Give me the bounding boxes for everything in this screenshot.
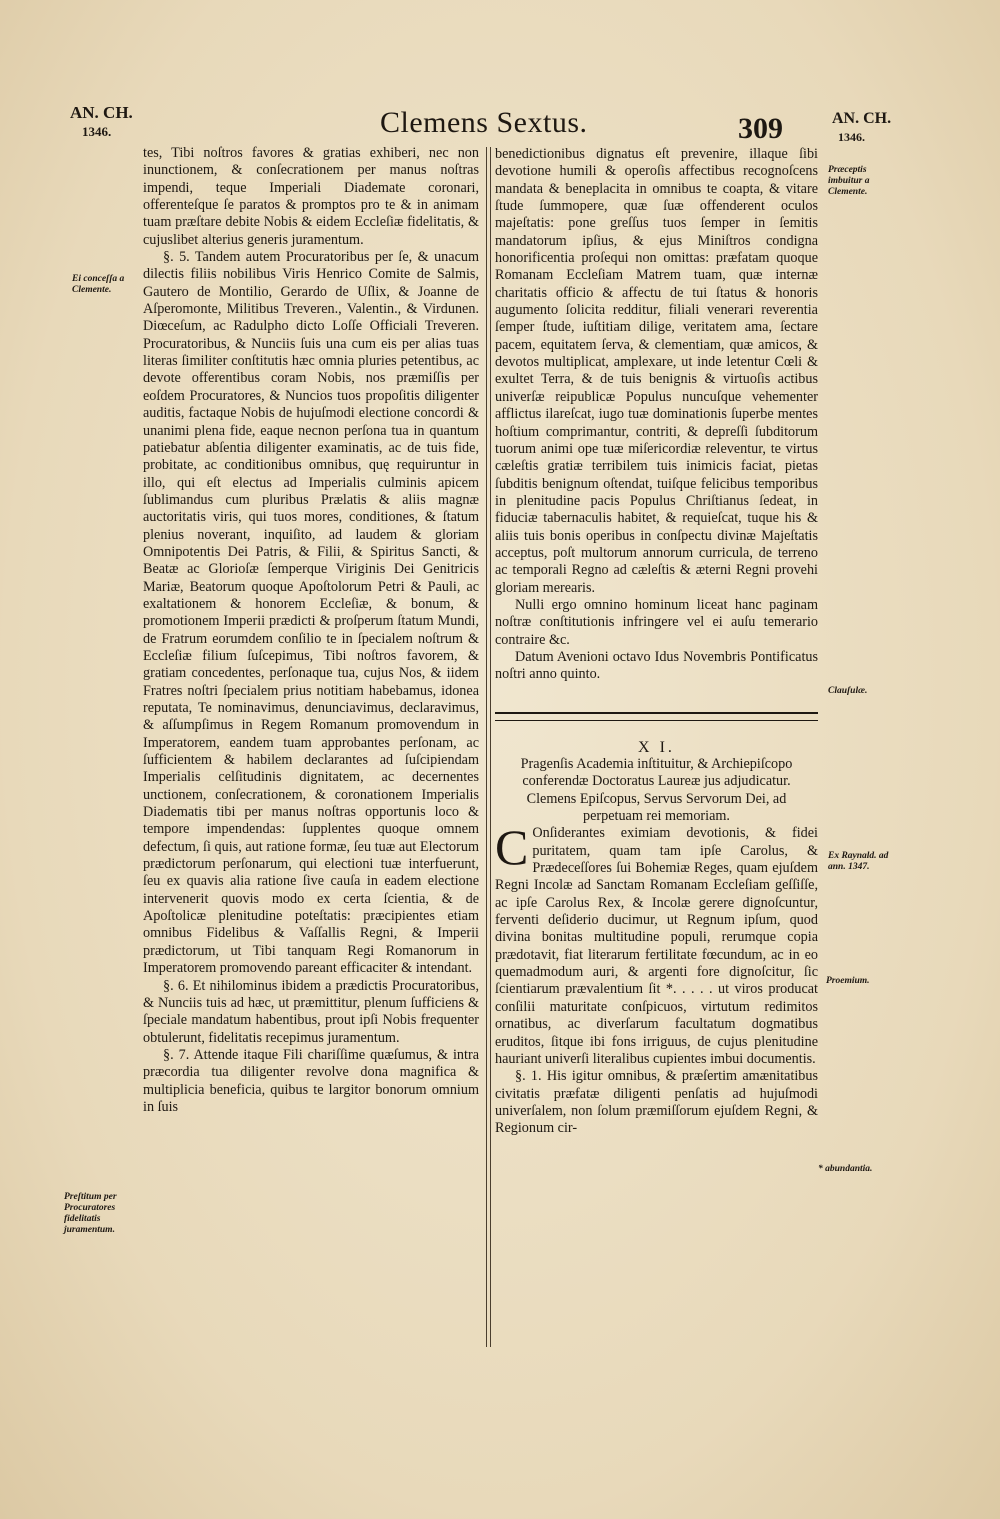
year-header-right xyxy=(832,110,891,146)
paragraph-section-7: §. 7. Attende itaque Fili chariſſime quæſumus, & intra præcordia tua diligenter revolve dona magnifica & multiplicia beneficia, quibus te largitor bonorum omnium in ſuis xyxy=(143,1046,479,1115)
year-header-left xyxy=(70,103,133,141)
anno-christi-label-right: AN. CH. xyxy=(832,110,892,127)
column-divider xyxy=(486,147,487,1347)
margin-note: * abundantia. xyxy=(818,1164,873,1174)
year-label-left: 1346. xyxy=(82,124,112,139)
margin-note: Præceptis imbuitur a Clemente. xyxy=(828,165,870,197)
arenga-block xyxy=(495,819,818,1068)
dating-paragraph: Datum Avenioni octavo Idus Novembris Pontificatus noſtri anno quinto. xyxy=(495,648,818,683)
margin-note: Ei conceſſa a Clemente. xyxy=(72,274,125,295)
right-column xyxy=(495,146,818,1138)
page-number: 309 xyxy=(738,112,783,145)
intitulatio: Clemens Epiſcopus, Servus Servorum Dei, ad perpetuam rei memoriam. xyxy=(526,790,787,825)
section-divider xyxy=(495,712,818,721)
section-number: X I. xyxy=(638,738,675,756)
paragraph: benedictionibus dignatus eſt prevenire, illaque ſibi devotione humili & operoſis affectibus recognoſcens mandata & beneplacita in omnibus te coapta, & vitare ſtude ſummopere, quæ ſuæ offenderent oculos majeſtatis: pone greſſus tuos ſemper in ſemitis mandatorum ipſius, & ejus Miniſtros condigna honorificentia proſequi non omittas: præfatam quoque Romanam Eccleſiam Matrem tuam, quæ internæ charitatis officio & affectu de tui ſtatus & honoris augumento ſolicita redditur, filiali venerari reverentia ſemper ſtude, iuſtitiam dilige, veritatem ama, ſectare pacem, equitatem ſerva, & clementiam, quæ amicos, & devotos multiplicat, amplexare, ut inde letentur Cœli & exultet Terra, & de tuis benignis & virtuoſis actibus univerſæ reipublicæ Populus nuncuſque vehementer afflictus ilareſcat, iugo tuæ dominationis ſuperbe mentes hoſtium comprimantur, contriti, & depreſſi ſubditorum tuorum animi ope tuæ miſericordiæ releventur, te virtus cæleſtis gratiæ terribilem tuis inimicis faciat, pietas ſubditis benignum oſtendat, tuiſque felicibus temporibus in plenitudine pacis Populus Chriſtianus ſedeat, in fiduciæ tabernaculis habitet, & requieſcat, tuque his & aliis tuis bonis operibus in conſpectu divinæ Majeſtatis acceptus, poſt multorum annorum curricula, de terreno ac temporali Regno ad cæleſtis & æterni Regni provehi gloriam merearis. xyxy=(495,146,818,596)
margin-note: Proemium. xyxy=(826,976,870,986)
running-title: Clemens Sextus. xyxy=(380,106,588,139)
margin-note: Clauſulæ. xyxy=(828,686,868,696)
anno-christi-label-left: AN. CH. xyxy=(70,103,133,122)
left-column xyxy=(143,145,479,1116)
column-divider xyxy=(490,147,491,1347)
clause-paragraph: Nulli ergo omnino hominum liceat hanc paginam noſtræ conſtitutionis infringere vel ei auſu temerario contraire &c. xyxy=(495,596,818,648)
arenga-paragraph: Onſiderantes eximiam devotionis, & fidei puritatem, quam tam ipſe Carolus, & Prædeceſſores ſui Bohemiæ Reges, quam ejuſdem Regni Incolæ ad Sanctam Romanam Eccleſiam geſſiſſe, ac ipſe Carolus Rex, & Incolæ gerere dignoſcuntur, ferventi deſiderio ducimur, ut Regnum ipſum, quod divina bonitas multitudine populi, rerumque copia prædotavit, fiat literarum fertilitate fœcundum, ac in eo quemadmodum auri, & argenti fore dignoſcitur, ſic ſcientiarum prævalentium ſit *. . . . . ut viros producat conſilii maturitate conſpicuos, virtutum redimitos ornatibus, ac diverſarum facultatum dogmatibus eruditos, ſitque ibi fons irriguus, de cujus plenitudine hauriant univerſi literalibus cupientes imbui documentis. xyxy=(495,825,818,1067)
paragraph-section-1: §. 1. His igitur omnibus, & præſertim amænitatibus civitatis præfatæ diligenti penſatis ad hujuſmodi univerſalem, non ſolum præmiſſorum ejuſdem Regni, & Regionum cir- xyxy=(495,1068,818,1137)
year-label-right: 1346. xyxy=(838,130,865,144)
paragraph-section-5: §. 5. Tandem autem Procuratoribus per ſe, & unacum dilectis filiis nobilibus Viris Henrico Comite de Salmis, Gautero de Montilio, Gerardo de Uſlix, & Joanne de Aſperomonte, Militibus Treveren., Valentin., & Virdunen. Diœceſum, ac Radulpho dicto Loſſe Officiali Treveren. Procuratoribus, & Nunciis ſuis una cum eis per alias tuas literas ſimiliter conſtitutis hæc omnia pluries petentibus, ac devote offerentibus coram Nobis, nos præmiſſis per eoſdem Procuratores, & Nuncios tuos propoſitis diligenter auditis, factaque Nobis de hujuſmodi electione concordi & unanimi plena fide, eaque necnon perſona tua in quantum patiebatur abſentia diligenter examinatis, ac de tuis fide, probitate, ac conditionibus omnibus, quę requiruntur in illo, qui eſt electus ad Imperialis culminis apicem ſublimandus cum pluribus Prælatis & aliis magnæ auctoritatis viris, qui tuos mores, conditiones, & ſtatum plenius noverant, inquiſito, ad laudem & gloriam Omnipotentis Dei Patris, & Filii, & Spiritus Sancti, & Beatæ ac Glorioſæ ſemperque Viriginis Dei Genitricis Mariæ, Beatorum quoque Apoſtolorum Petri & Pauli, ac exaltationem & honorem Eccleſiæ, & bonum, & promotionem Imperii prædicti & proſperum ſtatum Mundi, de Fratrum eorumdem conſilio te in ſpecialem noſtrum & Eccleſiæ filium ſuſcepimus, Tibi noſtros favorem, & gratiam concedentes, perſonaque tua, cujus Nos, & iidem Fratres noſtri ſpecialem prius notitiam habebamus, idonea reputata, Te nominavimus, denunciavimus, declaravimus, & aſſumpſimus in Regem Romanum promovendum in Imperatorem, eandem tuam approbantes perſonam, ac ſufficientem & habilem declarantes ad ſuſcipiendam Imperialis celſitudinis dignitatem, ac decernentes unctionem, conſecrationem, & coronationem Imperialis Diadematis tibi per manus noſtras opportunis loco & tempore impendendas: ſupplentes quoque omnem defectum, ſi quis, aut ratione formæ, ſeu tuæ aut Electorum prædictorum perſonarum, qui electioni tuæ interfuerunt, ſeu ex quavis alia ratione ſive cauſa in eadem electione intervenerit quovis modo ex certa ſcientia, & de Apoſtolicæ plenitudine poteſtatis: præcipientes etiam omnibus Fidelibus & Vaſſallis Regni, & Imperii prædictorum, ut Tibi tanquam Regi Romanorum in Imperatorem promovendo pareant efficaciter & intendant. xyxy=(143,249,479,977)
paragraph: tes, Tibi noſtros favores & gratias exhiberi, nec non inunctionem, & conſecrationem per manus noſtras impendi, teque Imperiali Diademate coronari, offerenteſque ſe paratos & promptos pro te & in animam tuam præſtare debite Nobis & eidem Eccleſiæ fidelitatis, & cujuslibet alterius generis juramentum. xyxy=(143,145,479,248)
margin-note: Ex Raynald. ad ann. 1347. xyxy=(828,851,889,872)
margin-note: Preſtitum per Procuratores fidelitatis juramentum. xyxy=(64,1192,117,1235)
paragraph-section-6: §. 6. Et nihilominus ibidem a prædictis Procuratoribus, & Nunciis tuis ad hæc, ut præmittitur, plenum ſufficiens & ſpeciale mandatum habentibus, prout ipſi Nobis frequenter obtulerunt, fidelitatis recepimus juramentum. xyxy=(143,977,479,1046)
drop-capital: C xyxy=(495,819,529,876)
document-rubric: Pragenſis Academia inſtituitur, & Archiepiſcopo conferendæ Doctoratus Laureæ jus adjudicatur. xyxy=(520,756,793,790)
